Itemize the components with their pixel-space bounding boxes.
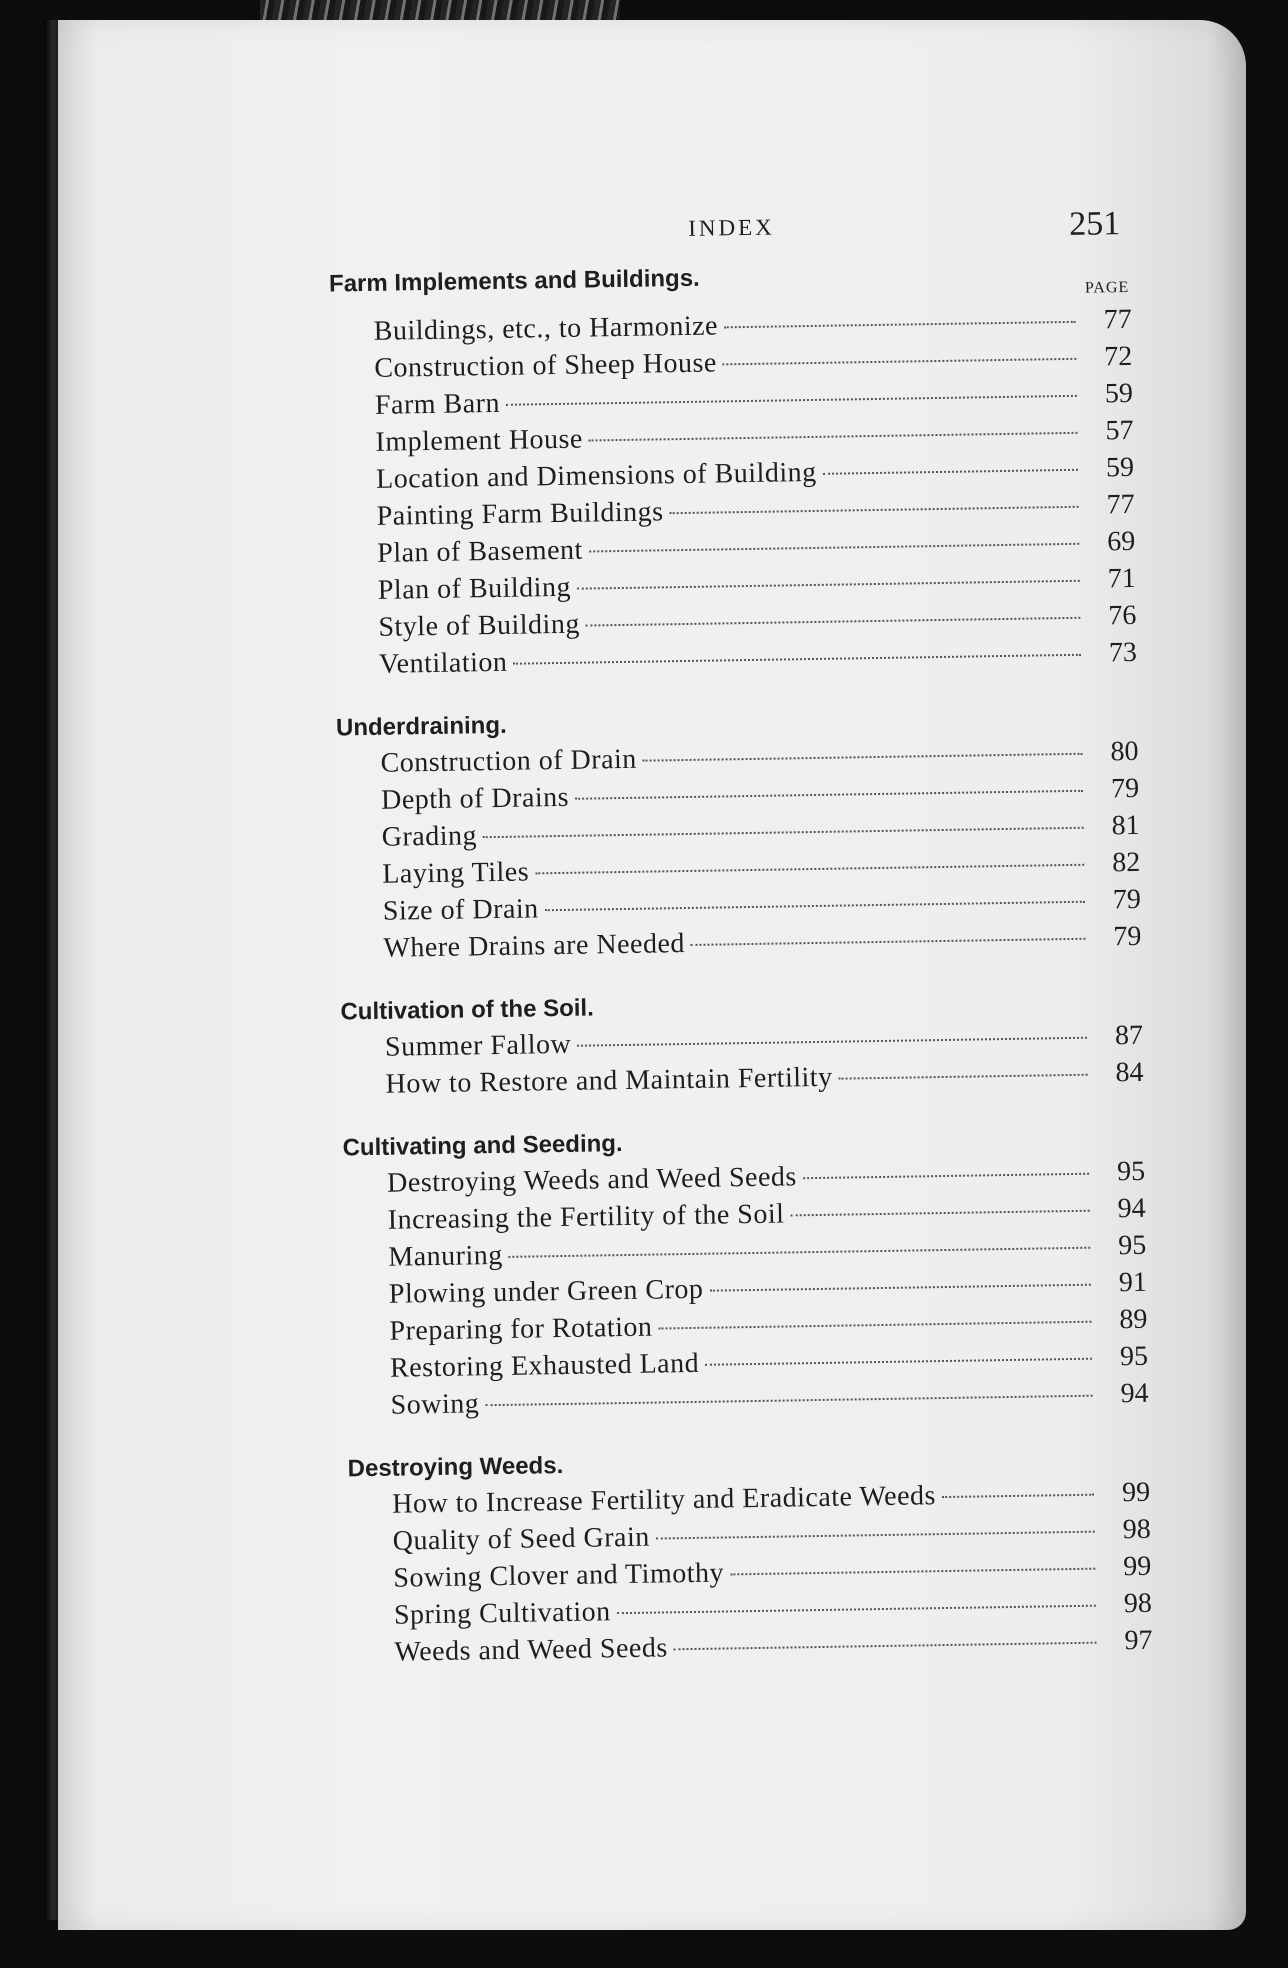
entry-title: Laying Tiles <box>382 856 530 890</box>
page-column-label: PAGE <box>1084 278 1130 297</box>
dot-leader <box>670 506 1079 514</box>
entry-page-number: 79 <box>1113 920 1142 953</box>
dot-leader <box>839 1074 1088 1080</box>
entry-title: Plan of Building <box>377 571 572 606</box>
dot-leader <box>790 1210 1089 1217</box>
entry-page-number: 79 <box>1110 772 1140 805</box>
dot-leader <box>586 617 1081 627</box>
dot-leader <box>575 790 1083 800</box>
entry-page-number: 84 <box>1115 1056 1144 1089</box>
entry-title: Increasing the Fertility of the Soil <box>387 1198 785 1236</box>
entry-page-number: 82 <box>1111 846 1141 879</box>
entry-page-number: 71 <box>1107 562 1137 595</box>
entry-page-number: 77 <box>1103 303 1132 336</box>
entry-title: Location and Dimensions of Building <box>375 456 817 495</box>
entry-title: Sowing <box>390 1388 480 1421</box>
index-text-block <box>300 205 1153 1700</box>
entry-title: Restoring Exhausted Land <box>389 1347 700 1384</box>
dot-leader <box>823 469 1078 475</box>
section-heading: Farm Implements and Buildings. <box>328 264 700 298</box>
running-title: INDEX <box>688 214 775 241</box>
entry-page-number: 99 <box>1123 1550 1152 1583</box>
entry-page-number: 77 <box>1106 488 1135 521</box>
dot-leader <box>589 543 1079 553</box>
entry-page-number: 59 <box>1104 377 1134 410</box>
section-heading: Cultivation of the Soil. <box>340 994 594 1026</box>
entry-page-number: 87 <box>1114 1019 1144 1052</box>
section-heading: Underdraining. <box>335 711 507 742</box>
entry-title: Sowing Clover and Timothy <box>393 1557 725 1594</box>
section-heading: Cultivating and Seeding. <box>342 1130 623 1162</box>
entry-page-number: 98 <box>1123 1587 1153 1620</box>
entry-title: Where Drains are Needed <box>383 928 686 964</box>
entry-title: Manuring <box>388 1239 504 1273</box>
entry-page-number: 95 <box>1119 1340 1149 1373</box>
section-heading: Destroying Weeds. <box>347 1452 564 1483</box>
entry-page-number: 73 <box>1108 636 1138 669</box>
dot-leader <box>724 321 1076 329</box>
index-section <box>319 1440 1152 1672</box>
entry-page-number: 98 <box>1122 1513 1151 1546</box>
entry-page-number: 79 <box>1112 883 1142 916</box>
entry-title: Quality of Seed Grain <box>392 1521 651 1557</box>
dot-leader <box>674 1642 1097 1651</box>
index-section <box>314 1119 1148 1425</box>
dot-leader <box>545 901 1085 911</box>
entry-title: Plowing under Green Crop <box>388 1273 704 1310</box>
entry-title: Farm Barn <box>374 387 501 421</box>
entry-page-number: 91 <box>1118 1266 1148 1299</box>
dot-leader <box>705 1358 1092 1366</box>
entry-title: Depth of Drains <box>380 781 570 816</box>
dot-leader <box>730 1568 1095 1576</box>
dot-leader <box>513 654 1081 665</box>
dot-leader <box>485 1395 1092 1407</box>
dot-leader <box>709 1284 1090 1292</box>
entry-title: Plan of Basement <box>377 534 584 569</box>
dot-leader <box>483 827 1084 838</box>
entry-title: Grading <box>381 820 478 853</box>
dot-leader <box>656 1531 1095 1540</box>
entry-title: Construction of Drain <box>380 743 638 779</box>
entry-page-number: 69 <box>1106 525 1136 558</box>
entry-page-number: 81 <box>1111 809 1140 842</box>
dot-leader <box>643 753 1083 762</box>
entry-title: Style of Building <box>378 608 581 643</box>
entry-page-number: 95 <box>1118 1229 1147 1262</box>
entry-title: Destroying Weeds and Weed Seeds <box>386 1161 798 1199</box>
dot-leader <box>803 1173 1089 1179</box>
entry-page-number: 94 <box>1117 1192 1146 1225</box>
dot-leader <box>535 864 1084 875</box>
entry-title: How to Increase Fertility and Eradicate Weeds <box>391 1480 937 1520</box>
page-sheet <box>58 20 1246 1930</box>
dot-leader <box>691 938 1086 946</box>
index-section <box>312 983 1144 1104</box>
entry-page-number: 97 <box>1124 1624 1153 1657</box>
index-section <box>301 255 1137 684</box>
dot-leader <box>577 580 1080 590</box>
dot-leader <box>617 1605 1096 1615</box>
entry-page-number: 76 <box>1108 599 1137 632</box>
entry-title: Ventilation <box>378 646 508 680</box>
entry-page-number: 80 <box>1110 735 1139 768</box>
entry-title: Summer Fallow <box>384 1028 572 1063</box>
dot-leader <box>589 432 1078 442</box>
entry-title: How to Restore and Maintain Fertility <box>385 1061 833 1100</box>
entry-page-number: 99 <box>1121 1476 1151 1509</box>
entry-page-number: 94 <box>1120 1377 1149 1410</box>
entry-title: Weeds and Weed Seeds <box>394 1632 668 1668</box>
index-section <box>308 699 1142 968</box>
entry-page-number: 89 <box>1119 1303 1148 1336</box>
dot-leader <box>506 395 1077 406</box>
entry-title: Painting Farm Buildings <box>376 496 664 532</box>
dot-leader <box>658 1321 1091 1330</box>
dot-leader <box>509 1247 1091 1258</box>
index-sections <box>301 255 1153 1672</box>
entry-page-number: 59 <box>1105 451 1135 484</box>
entry-page-number: 57 <box>1105 414 1134 447</box>
entry-title: Size of Drain <box>382 893 539 927</box>
entry-title: Preparing for Rotation <box>389 1311 653 1347</box>
entry-page-number: 95 <box>1116 1155 1146 1188</box>
dot-leader <box>723 358 1077 366</box>
entry-title: Buildings, etc., to Harmonize <box>373 310 719 347</box>
page-number: 251 <box>1068 205 1121 243</box>
dot-leader <box>942 1494 1094 1498</box>
entry-title: Spring Cultivation <box>393 1596 611 1631</box>
dot-leader <box>577 1037 1087 1047</box>
entry-title: Construction of Sheep House <box>374 347 718 384</box>
entry-title: Implement House <box>375 423 584 458</box>
entry-page-number: 72 <box>1104 340 1133 373</box>
